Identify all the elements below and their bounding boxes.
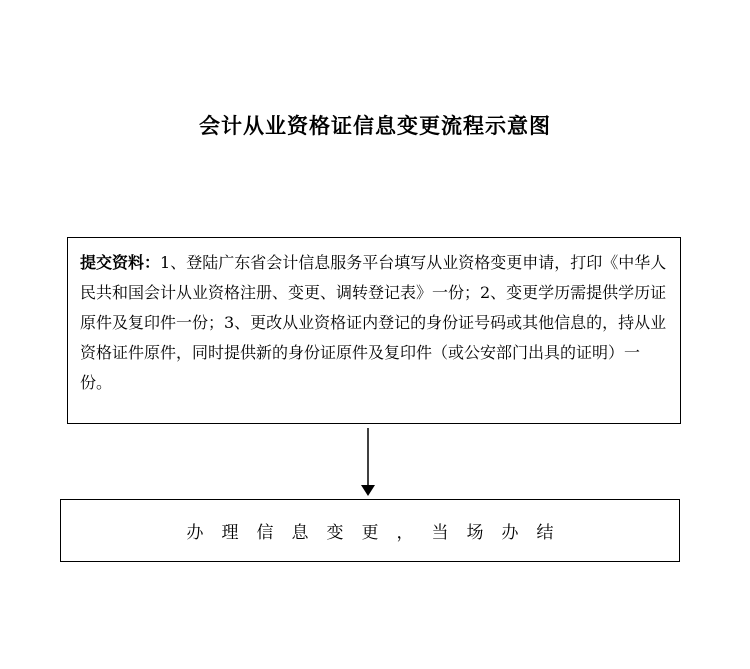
submit-materials-text: 1、登陆广东省会计信息服务平台填写从业资格变更申请，打印《中华人民共和国会计从业资格注册、变更、调转登记表》一份；2、变更学历需提供学历证原件及复印件一份；3、更改从业资格证内登记的身份证号码或其他信息的，持从业资格证件原件，同时提供新的身份证原件及复印件（或公安部门出具的证明）一份。 [80, 253, 667, 392]
result-text: 办理信息变更，当场办结 [186, 523, 572, 543]
diagram-title: 会计从业资格证信息变更流程示意图 [199, 114, 551, 138]
submit-materials-label: 提交资料： [80, 253, 161, 272]
result-box [60, 499, 680, 562]
flow-arrow [358, 428, 378, 498]
submit-materials-box [67, 237, 681, 424]
